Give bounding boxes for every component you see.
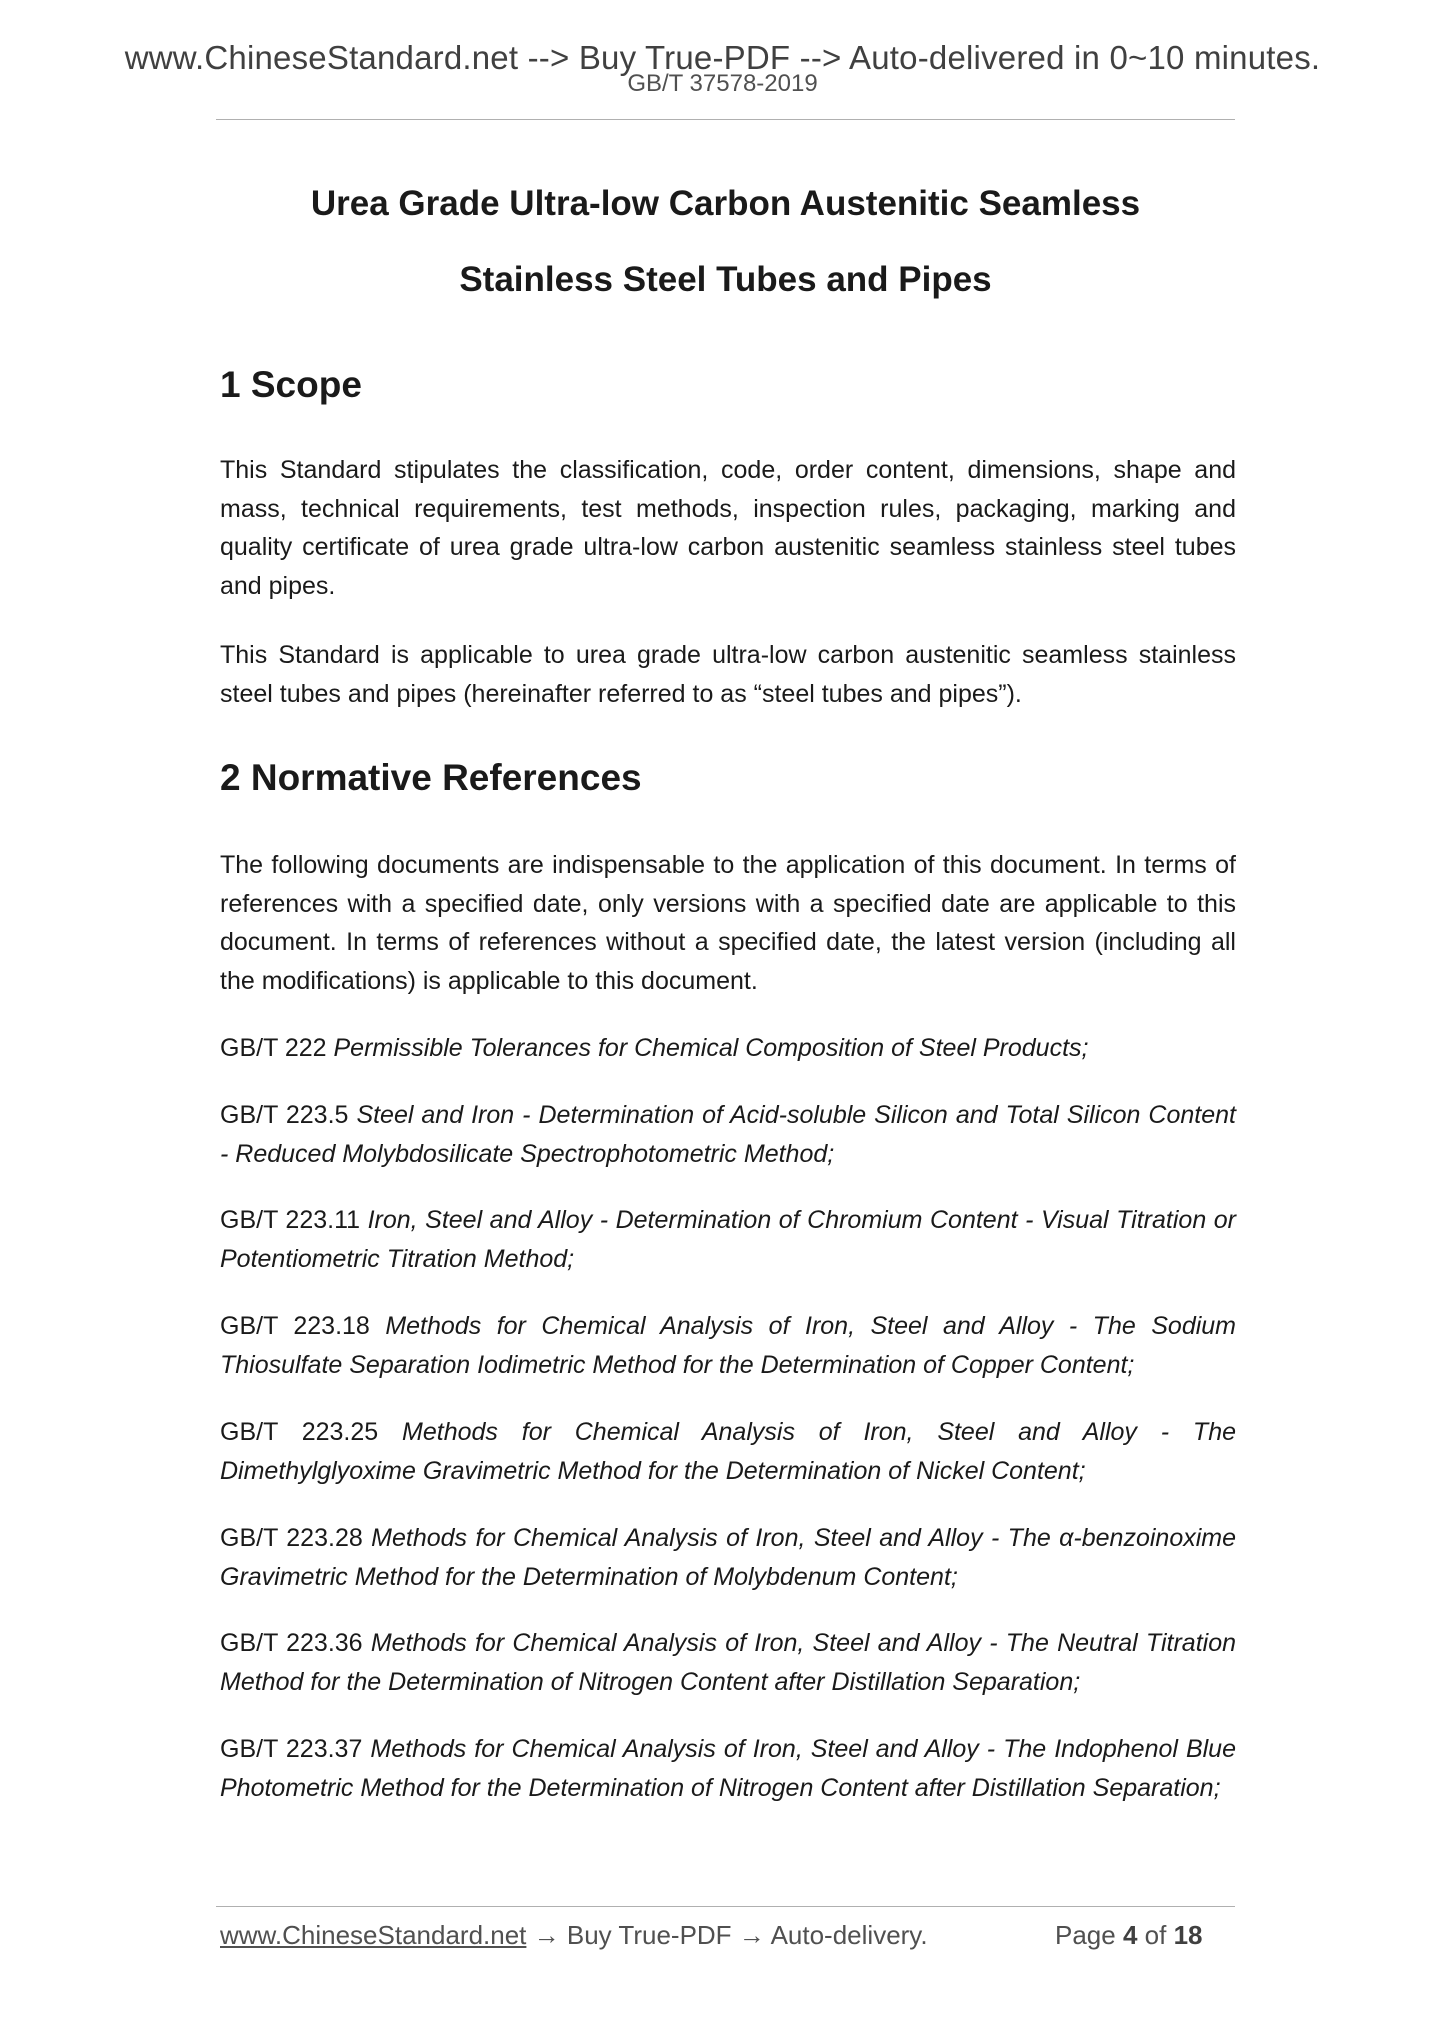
- section-heading-normative-references: 2 Normative References: [220, 757, 642, 798]
- reference-item: [220, 1201, 1236, 1278]
- references-intro-paragraph: The following documents are indispensable to the application of this document. In terms of references with a specified date, only versions with a specified date are applicable to this document. In terms of references without a specified date, the latest version (including all the modifications) is applicable to this document.: [220, 851, 1236, 995]
- reference-item: [220, 1096, 1236, 1173]
- reference-code: GB/T 223.18: [220, 1312, 370, 1340]
- total-pages: 18: [1173, 1920, 1203, 1950]
- reference-title: Methods for Chemical Analysis of Iron, Steel and Alloy - The α-benzoinoxime Gravimetric Method for the Determination of Molybdenum Content;: [220, 1524, 1237, 1591]
- document-number: GB/T 37578-2019: [627, 70, 818, 97]
- reference-code: GB/T 223.11: [220, 1206, 361, 1234]
- page-indicator: [1055, 1919, 1203, 1951]
- reference-item: [220, 1730, 1236, 1807]
- header-divider: [216, 119, 1235, 120]
- reference-code: GB/T 223.25: [220, 1418, 379, 1446]
- document-title-line-2: Stainless Steel Tubes and Pipes: [459, 260, 992, 299]
- reference-title: Methods for Chemical Analysis of Iron, Steel and Alloy - The Sodium Thiosulfate Separation Iodimetric Method for the Determination of Copper Content;: [220, 1312, 1237, 1379]
- page-label: Page: [1055, 1920, 1116, 1950]
- reference-code: GB/T 223.28: [220, 1524, 363, 1552]
- reference-title: Methods for Chemical Analysis of Iron, Steel and Alloy - The Dimethylglyoxime Gravimetric Method for the Determination of Nickel Content;: [220, 1418, 1236, 1485]
- of-label: of: [1144, 1920, 1167, 1950]
- section-heading-scope: 1 Scope: [220, 364, 362, 405]
- document-title-line-1: Urea Grade Ultra-low Carbon Austenitic Seamless: [310, 184, 1141, 223]
- reference-item: [220, 1029, 1236, 1068]
- reference-code: GB/T 223.37: [220, 1735, 363, 1763]
- page-number: 4: [1122, 1920, 1138, 1950]
- reference-title: Methods for Chemical Analysis of Iron, Steel and Alloy - The Indophenol Blue Photometric Method for the Determination of Nitrogen Content after Distillation Separation;: [220, 1735, 1236, 1802]
- footer-promo: [220, 1919, 928, 1951]
- site-link[interactable]: www.ChineseStandard.net: [220, 1920, 527, 1950]
- reference-item: [220, 1413, 1236, 1490]
- scope-paragraph-2: This Standard is applicable to urea grade ultra-low carbon austenitic seamless stainless steel tubes and pipes (hereinafter referred to as “steel tubes and pipes”).: [220, 641, 1236, 708]
- site-banner: www.ChineseStandard.net --> Buy True-PDF --> Auto-delivered in 0~10 minutes.: [124, 39, 1321, 76]
- footer-tagline: → Buy True-PDF → Auto-delivery.: [526, 1920, 928, 1950]
- reference-title: Methods for Chemical Analysis of Iron, Steel and Alloy - The Neutral Titration Method for the Determination of Nitrogen Content after Distillation Separation;: [220, 1629, 1237, 1696]
- reference-item: [220, 1307, 1236, 1384]
- reference-item: [220, 1519, 1236, 1596]
- reference-code: GB/T 223.36: [220, 1629, 363, 1657]
- reference-title: Iron, Steel and Alloy - Determination of Chromium Content - Visual Titration or Potentiometric Titration Method;: [220, 1206, 1236, 1273]
- reference-title: Steel and Iron - Determination of Acid-soluble Silicon and Total Silicon Content - Reduced Molybdosilicate Spectrophotometric Method;: [220, 1101, 1236, 1168]
- reference-code: GB/T 222: [220, 1034, 327, 1062]
- reference-title: Permissible Tolerances for Chemical Composition of Steel Products;: [333, 1034, 1089, 1062]
- reference-code: GB/T 223.5: [220, 1101, 349, 1129]
- scope-paragraph-1: This Standard stipulates the classification, code, order content, dimensions, shape and mass, technical requirements, test methods, inspection rules, packaging, marking and quality certificate of urea grade ultra-low carbon austenitic seamless stainless steel tubes and pipes.: [220, 456, 1236, 600]
- reference-item: [220, 1624, 1236, 1701]
- footer-divider: [216, 1906, 1235, 1907]
